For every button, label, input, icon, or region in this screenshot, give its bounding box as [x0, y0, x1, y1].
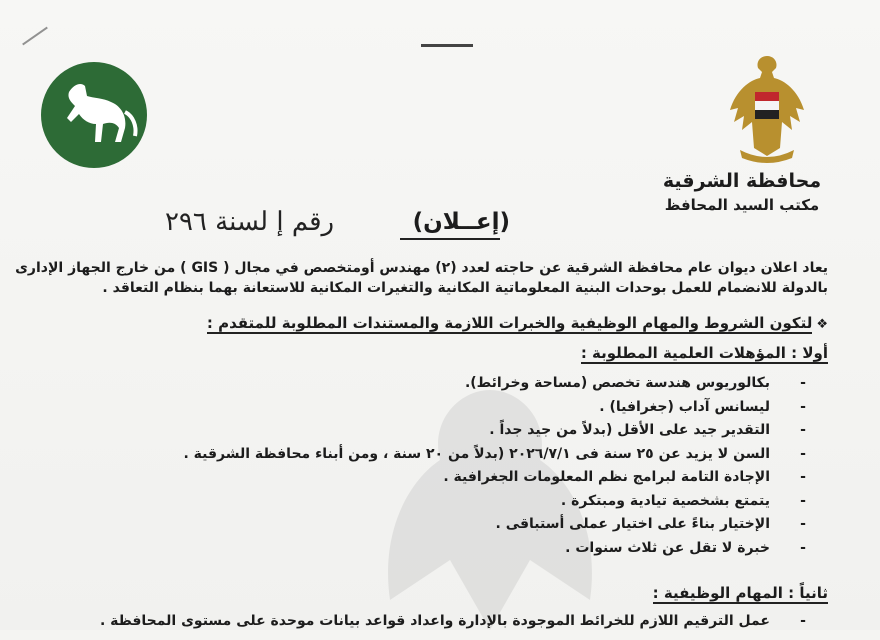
list-item-text: بكالوريوس هندسة تخصص (مساحة وخرائط). [464, 375, 770, 391]
dash-icon: - [800, 613, 806, 629]
dash-icon: - [800, 445, 806, 462]
section-heading [60, 344, 828, 362]
office-name: مكتب السيد المحافظ [664, 196, 820, 214]
section-title: ثانياً : المهام الوظيفية : [652, 584, 828, 602]
top-dash-mark [421, 44, 473, 47]
announcement-title [165, 205, 510, 245]
handwritten-number: رقم إ لسنة ٢٩٦ [165, 207, 335, 237]
intro-line: بالدولة للانضمام للعمل بوحدات البنية المعلوماتية المكانية والتغيرات المكانية للاستعانة بهما بنظام التعاقد . [102, 280, 828, 296]
list-item-text: الإختيار بناءً على اختيار عملى أستباقى . [495, 516, 770, 532]
intro-line: يعاد اعلان ديوان عام محافظة الشرقية عن حاجته لعدد (٢) مهندس أومتخصص في مجال ( GIS ) من خارج الجهاز الإدارى [15, 260, 828, 276]
main-heading [60, 314, 828, 332]
list-item-text: خبرة لا تقل عن ثلاث سنوات . [565, 539, 770, 556]
intro-paragraph [15, 258, 828, 298]
dash-icon: - [800, 375, 806, 391]
list-item-text: السن لا يزيد عن ٢٥ سنة فى ٢٠٢٦/٧/١ (بدلاً من ٢٠ سنة ، ومن أبناء محافظة الشرقية . [183, 445, 770, 462]
list-item [60, 443, 810, 467]
dash-icon: - [800, 492, 806, 509]
dash-icon: - [800, 398, 806, 415]
pen-mark [22, 27, 48, 46]
list-item-text: ليسانس آداب (جغرافيا) . [599, 398, 770, 415]
qualifications-list [60, 372, 810, 560]
dash-icon: - [800, 539, 806, 556]
diamond-bullet-icon: ❖ [816, 317, 828, 332]
governorate-name: محافظة الشرقية [662, 170, 822, 192]
list-item-text: الإجادة التامة لبرامج نظم المعلومات الجغرافية . [443, 469, 770, 485]
dash-icon: - [800, 516, 806, 532]
title-label: (إعــلان) [412, 209, 510, 235]
list-item [60, 419, 810, 443]
list-item [60, 372, 810, 396]
section-heading [60, 584, 828, 602]
list-item [60, 466, 810, 490]
dash-icon: - [800, 469, 806, 485]
list-item-text: يتمتع بشخصية تيادية ومبتكرة . [560, 492, 770, 509]
list-item-text: التقدير جيد على الأقل (بدلاً من جيد جداً . [489, 422, 770, 438]
title-underline [400, 238, 500, 240]
dash-icon: - [800, 422, 806, 438]
list-item-text: عمل الترقيم اللازم للخرائط الموجودة بالإدارة واعداد قواعد بيانات موحدة على مستوى المحافظة . [99, 613, 770, 629]
horse-icon [41, 62, 147, 168]
list-item [60, 537, 810, 561]
main-heading-text: لتكون الشروط والمهام الوظيفية والخبرات اللازمة والمستندات المطلوبة للمتقدم : [206, 314, 813, 332]
section-title: أولا : المؤهلات العلمية المطلوبة : [580, 344, 828, 362]
logo [41, 62, 147, 168]
list-item [60, 513, 810, 537]
list-item [60, 490, 810, 514]
list-item [60, 396, 810, 420]
eagle-emblem-icon [722, 50, 812, 165]
governorate-header [652, 168, 832, 216]
